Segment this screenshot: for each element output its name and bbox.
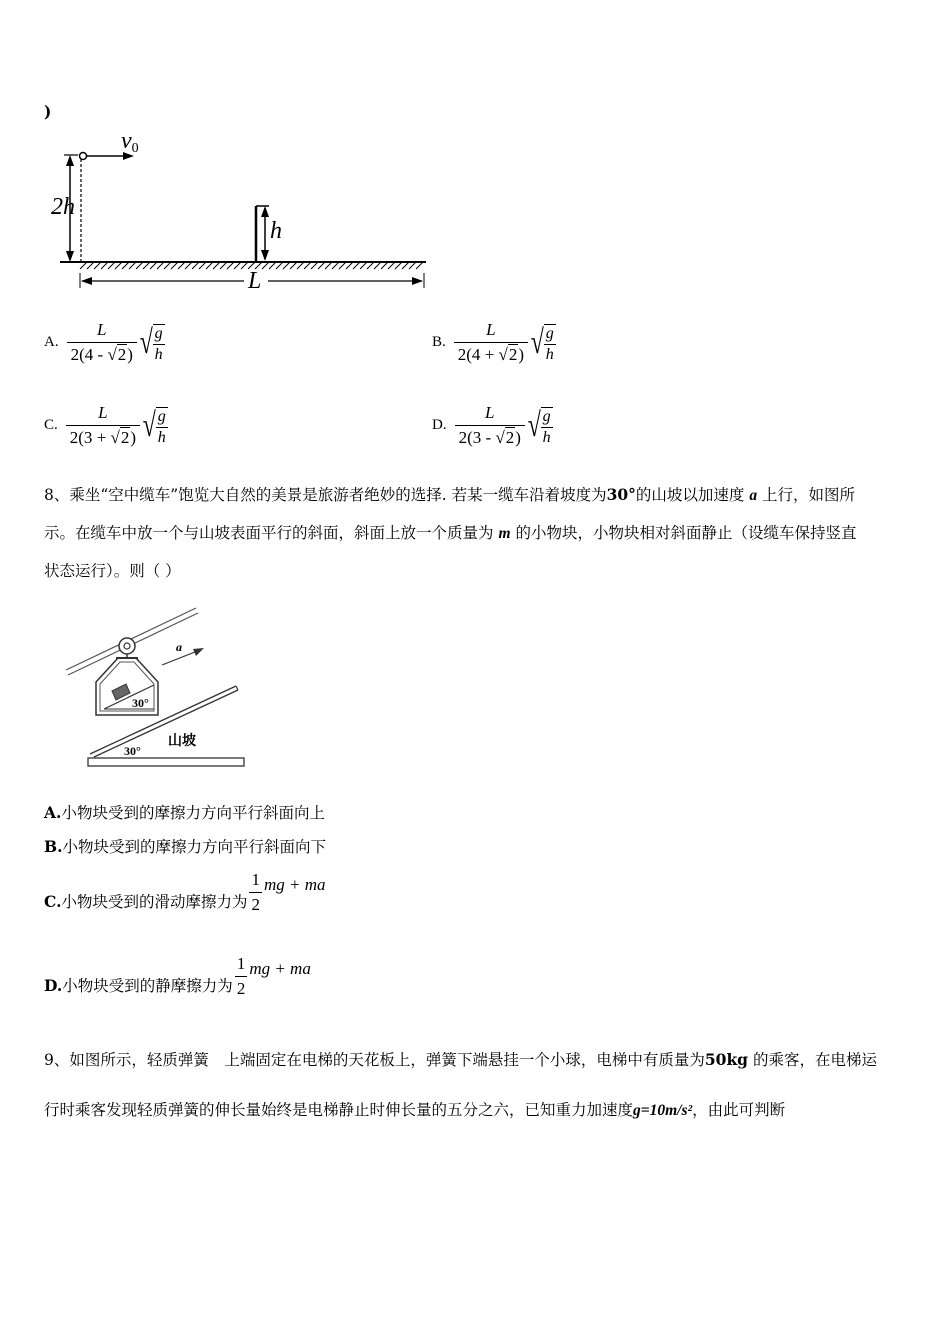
projectile-figure xyxy=(56,128,436,298)
q9-line-2: 行时乘客发现轻质弹簧的伸长量始终是电梯静止时伸长量的五分之六，已知重力加速度g=10m/s²，由此可判断 xyxy=(44,1101,786,1119)
option-letter: A. xyxy=(44,334,59,350)
half-fraction: 1 2 xyxy=(251,870,260,914)
option-letter: D. xyxy=(432,417,447,433)
fraction: $\frac{L}{2(4 + √2)}$ xyxy=(454,320,528,365)
option-a[interactable] xyxy=(44,320,165,365)
fraction: $\frac{L}{2(3 + √2)}$ xyxy=(66,403,140,448)
stray-paren: ) xyxy=(44,102,52,121)
sqrt-g-over-h: √ g h xyxy=(527,406,551,446)
accel-label: a xyxy=(176,640,182,654)
q8-option-d[interactable]: D.小物块受到的静摩擦力为 1 2 mg + ma xyxy=(44,954,311,998)
option-d[interactable] xyxy=(432,403,553,448)
q8-option-b[interactable]: B.小物块受到的摩擦力方向平行斜面向下 xyxy=(44,837,327,856)
q8-option-c[interactable]: C.小物块受到的滑动摩擦力为 1 2 mg + ma xyxy=(44,870,326,914)
cable-car-figure xyxy=(60,600,250,772)
sqrt-g-over-h: √ g h xyxy=(530,323,554,363)
q8-line-2: 示。在缆车中放一个与山坡表面平行的斜面，斜面上放一个质量为 m 的小物块，小物块相对斜面静止（设缆车保持竖直 xyxy=(44,524,857,542)
half-fraction: 1 2 xyxy=(236,954,246,998)
v0-label: v0 xyxy=(121,128,139,156)
sqrt-g-over-h: √ g h xyxy=(139,323,163,363)
fraction: $\frac{L}{2(3 - √2)}$ xyxy=(455,403,525,448)
q8-option-a[interactable]: A.小物块受到的摩擦力方向平行斜面向上 xyxy=(44,803,325,822)
q8-line-3: 状态运行）。则（ ） xyxy=(44,562,181,580)
option-b[interactable] xyxy=(432,320,556,365)
option-c[interactable] xyxy=(44,403,168,448)
option-letter: C. xyxy=(44,417,58,433)
h-label: h xyxy=(270,218,282,244)
inner-angle-label: 30° xyxy=(132,696,149,710)
sqrt-g-over-h: √ g h xyxy=(142,406,166,446)
hill-label: 山坡 xyxy=(168,733,196,749)
option-letter: B. xyxy=(432,334,446,350)
L-label: L xyxy=(248,268,262,294)
q8-line-1: 8、乘坐“空中缆车”饱览大自然的美景是旅游者绝妙的选择. 若某一缆车沿着坡度为30°的山坡以加速度 a 上行，如图所 xyxy=(44,485,856,504)
outer-angle-label: 30° xyxy=(124,744,141,758)
2h-label: 2h xyxy=(51,194,75,220)
fraction: $\frac{L}{2(4 - √2)}$ xyxy=(67,320,137,365)
q9-line-1: 9、如图所示，轻质弹簧 上端固定在电梯的天花板上，弹簧下端悬挂一个小球，电梯中有质量为50kg 的乘客，在电梯运 xyxy=(44,1050,877,1069)
